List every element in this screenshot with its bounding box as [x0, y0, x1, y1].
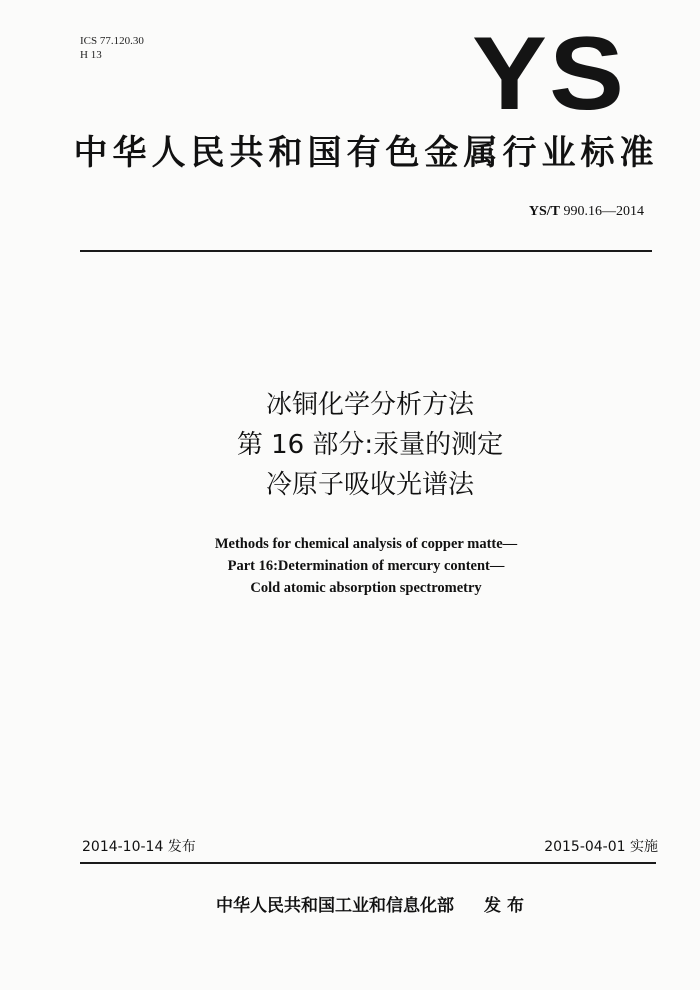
ics-code: ICS 77.120.30	[80, 35, 144, 47]
chinese-title-line-2: 第 16 部分:汞量的测定	[236, 430, 504, 460]
issue-date: 2014-10-14 发布	[82, 839, 196, 855]
english-title	[0, 533, 700, 599]
publisher-action: 发 布	[484, 896, 524, 916]
standard-number-prefix: YS/T	[528, 204, 560, 219]
standard-number	[529, 203, 644, 221]
chinese-title	[0, 385, 700, 505]
chinese-title-line-1: 冰铜化学分析方法	[265, 390, 474, 420]
chinese-title-line-3: 冷原子吸收光谱法	[265, 470, 474, 500]
ys-logo: YS	[472, 16, 627, 132]
bottom-divider	[80, 862, 656, 864]
english-title-line-2: Part 16:Determination of mercury content—	[227, 558, 505, 574]
english-title-line-1: Methods for chemical analysis of copper matte—	[214, 536, 518, 552]
english-title-line-3: Cold atomic absorption spectrometry	[250, 580, 482, 596]
publisher-line	[0, 895, 700, 917]
standard-number-value: 990.16—2014	[563, 204, 644, 219]
implementation-date: 2015-04-01 实施	[544, 839, 658, 855]
ccs-code: H 13	[80, 49, 102, 61]
top-divider	[80, 250, 652, 252]
publisher-name: 中华人民共和国工业和信息化部	[216, 896, 455, 916]
classification-codes	[80, 34, 144, 62]
organization-title: 中华人民共和国有色金属行业标准	[73, 133, 659, 173]
